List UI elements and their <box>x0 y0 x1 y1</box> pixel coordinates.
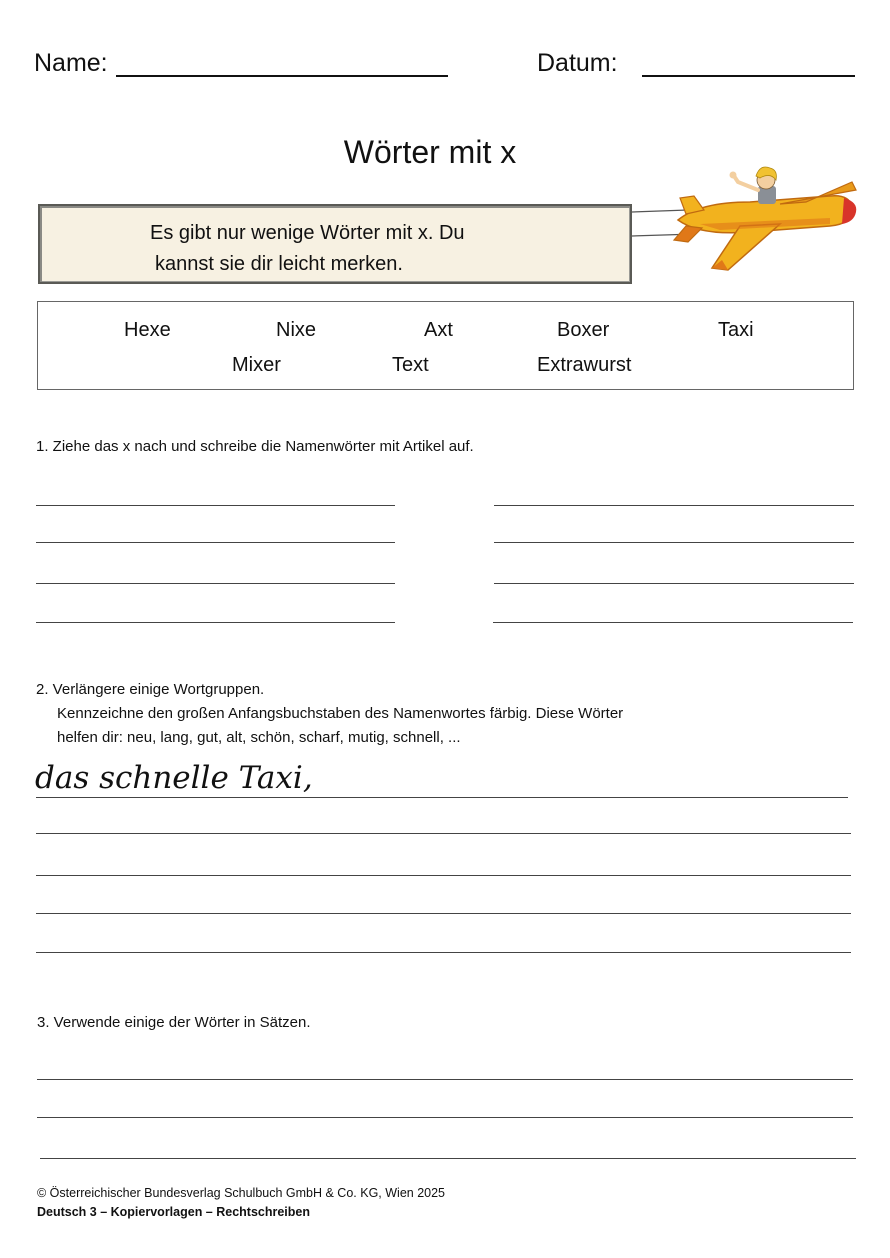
word-item: Nixe <box>276 319 317 341</box>
name-input-line[interactable] <box>116 75 448 77</box>
writing-line[interactable] <box>36 913 851 914</box>
writing-line[interactable] <box>494 505 854 506</box>
series-title: Deutsch 3 – Kopiervorlagen – Rechtschreiben <box>37 1205 311 1219</box>
page-title: Wörter mit x <box>343 134 517 170</box>
task-2-hint: Kennzeichne den großen Anfangsbuchstaben des Namenwortes färbig. Diese Wörter <box>57 705 624 722</box>
writing-line[interactable] <box>36 542 395 543</box>
airplane-pilot-icon <box>630 160 870 280</box>
banner-line-2: kannst sie dir leicht merken. <box>155 253 403 275</box>
writing-line[interactable] <box>494 583 854 584</box>
name-label: Name: <box>34 49 108 77</box>
writing-line[interactable] <box>493 622 853 623</box>
date-input-line[interactable] <box>642 75 855 77</box>
word-item: Extrawurst <box>537 354 632 376</box>
writing-line[interactable] <box>37 1117 853 1118</box>
info-banner <box>38 204 632 284</box>
task-1-instruction: 1. Ziehe das x nach und schreibe die Namenwörter mit Artikel auf. <box>36 438 474 455</box>
writing-line[interactable] <box>494 542 854 543</box>
writing-line[interactable] <box>40 1158 856 1159</box>
word-item: Hexe <box>124 319 171 341</box>
word-item: Boxer <box>557 319 610 341</box>
word-item: Taxi <box>718 319 754 341</box>
writing-line[interactable] <box>36 622 395 623</box>
word-item: Axt <box>424 319 453 341</box>
writing-line[interactable] <box>36 875 851 876</box>
task-2-word-list: helfen dir: neu, lang, gut, alt, schön, scharf, mutig, schnell, ... <box>57 729 461 746</box>
banner-text <box>150 218 610 280</box>
banner-line-1: Es gibt nur wenige Wörter mit x. Du <box>150 222 465 244</box>
task-3-instruction: 3. Verwende einige der Wörter in Sätzen. <box>37 1014 311 1031</box>
writing-line[interactable] <box>36 505 395 506</box>
copyright-notice: © Österreichischer Bundesverlag Schulbuch GmbH & Co. KG, Wien 2025 <box>37 1186 446 1200</box>
writing-line[interactable] <box>36 797 848 798</box>
task-2-instruction: 2. Verlängere einige Wortgruppen. <box>36 681 265 698</box>
writing-line[interactable] <box>36 833 851 834</box>
writing-line[interactable] <box>36 952 851 953</box>
example-answer: das schnelle Taxi, <box>35 760 313 796</box>
writing-line[interactable] <box>36 583 395 584</box>
word-box <box>37 301 854 390</box>
word-item: Text <box>392 354 429 376</box>
word-item: Mixer <box>232 354 281 376</box>
date-label: Datum: <box>537 49 618 77</box>
writing-line[interactable] <box>37 1079 853 1080</box>
